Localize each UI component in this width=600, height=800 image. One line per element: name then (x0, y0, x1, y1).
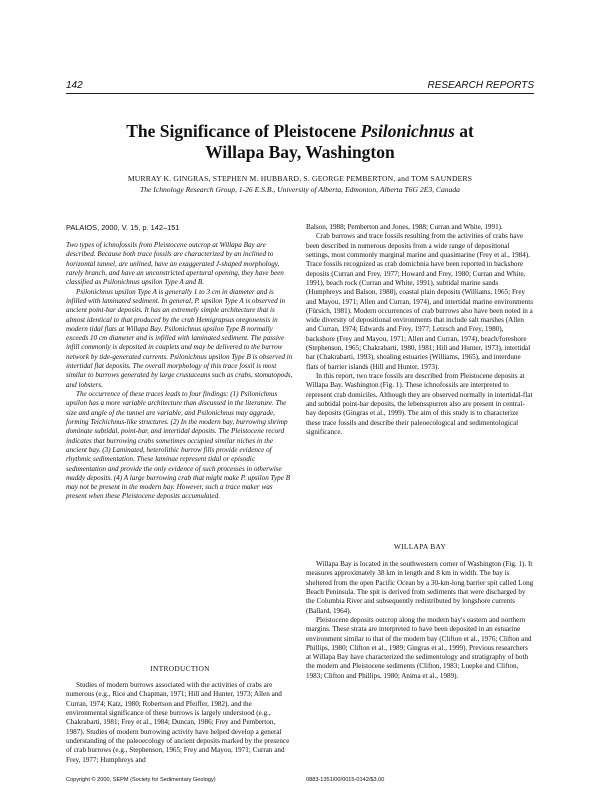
authors: MURRAY K. GINGRAS, STEPHEN M. HUBBARD, S. GEORGE PEMBERTON, and TOM SAUNDERS (127, 174, 473, 183)
page-number: 142 (66, 80, 83, 91)
willapa-bay-body (306, 560, 534, 681)
section-label: RESEARCH REPORTS (427, 80, 534, 91)
introduction-paragraph: Studies of modern burrows associated with the activities of crabs are numerous (e.g., Rice and Chapman, 1971; Hill and Hunter, 1973; Allen and Curran, 1974; Katz, 1980; Robertson and Pfeiffer, 1982), and the environmental significance of these burrows is largely understood (e.g., Chakrabarti, 1981; Frey et al., 1984; Duncan, 1986; Frey and Pemberton, 1987). Studies of modern burrowing activity have helped develop a general understanding of the paleoecology of ancient deposits marked by the presence of crab burrows (e.g., Stephenson, 1965; Frey and Mayou, 1971; Curran and Frey, 1977; Humphreys and (66, 681, 290, 764)
continued-paragraph: Balson, 1988; Pemberton and Jones, 1988; Curran and White, 1991). (306, 223, 503, 231)
article-title (66, 121, 534, 163)
issn-code: 0883-1351/00/0015-0142/$3.00 (306, 777, 385, 783)
title-line1: The Significance of Pleistocene (126, 121, 357, 141)
affiliation: The Ichnology Research Group, 1-26 E.S.B., University of Alberta, Edmonton, Alberta T6G 2E3, Canada (140, 185, 460, 194)
willapa-location-paragraph: Willapa Bay is located in the southwestern corner of Washington (Fig. 1). It measures approximately 38 km in length and 8 km in width. The bay is sheltered from the open Pacific Ocean by a 30-km-long barrier spit called Long Beach Peninsula. The spit is derived from sediments that were discharged by the Columbia River and subsequently redistributed by longshore currents (Ballard, 1964). (306, 560, 534, 615)
willapa-bay-heading: WILLAPA BAY (393, 542, 447, 551)
abstract-paragraph-3: The occurrence of these traces leads to four findings: (1) Psilonichnus upsilon has a more variable architecture than discussed in the literature. The size and angle of the tunnel are variable, and Psilonichnus may aggrade, forming Teichichnus-like structures. (2) In the modern bay, burrowing shrimp dominate subtidal, point-bar, and intertidal deposits. The Pleistocene record indicates that burrowing crabs sometimes occupied similar niches in the ancient bay. (3) Laminated, heterolithic burrow fills provide evidence of rhythmic sedimentation. These laminae represent tidal or episodic sedimentation and provide the only evidence of such processes in otherwise muddy deposits. (4) A large burrowing crab that might make P. upsilon Type B may not be present in the modern bay. However, such a trace maker was present when these Pleistocene deposits accumulated. (66, 390, 291, 501)
title-line2: Willapa Bay, Washington (205, 142, 395, 162)
this-report-paragraph: In this report, two trace fossils are described from Pleistocene deposits at Willapa Bay, Washington (Fig. 1). These ichnofossils are interpreted to represent crab domiciles. Although they are observed normally in intertidal-flat and subtidal point-bar deposits, the lebensspurren also are present in central-bay deposits (Gingras et al., 1999). The aim of this study is to characterize these trace fossils and describe their paleoecological and sedimentological significance. (306, 372, 533, 436)
introduction-heading: INTRODUCTION (150, 664, 210, 673)
pleistocene-deposits-paragraph: Pleistocene deposits outcrop along the modern bay's eastern and northern margins. These strata are interpreted to have been deposited in an estuarine environment similar to that of the modern bay (Clifton et al., 1976; Clifton and Phillips, 1980; Clifton et al., 1989; Gingras et al., 1999). Previous researchers at Willapa Bay have characterized the sedimentology and stratigraphy of both the modern and Pleistocene sediments (Clifton, 1983; Luepke and Clifton, 1983; Clifton and Phillips, 1980; Anima et al., 1989). (306, 615, 532, 680)
crab-burrows-paragraph: Crab burrows and trace fossils resulting from the activities of crabs have been described in numerous deposits from a wide range of depositional settings, most commonly marginal marine and quasimarine (Frey et al., 1984). Trace fossils recognized as crab domichnia have been reported in backshore deposits (Curran and Frey, 1977; Howard and Frey, 1980; Curran and White, 1991), beach rock (Curran and White, 1991), subtidal marine sands (Humphreys and Balson, 1988), coastal plain deposits (Williams, 1965; Frey and Mayou, 1971; Allen and Curran, 1974), and intertidal marine environments (Fürsich, 1981). Modern occurrences of crab burrows also have been noted in a wide diversity of depositional environments that include salt marshes (Allen and Curran, 1974; Edwards and Frey, 1977; Letzsch and Frey, 1980), backshore (Frey and Mayou, 1971; Allen and Curran, 1974), beach/foreshore (Stephenson, 1965; Chakrabarti, 1980, 1981; Hill and Hunter, 1973), intertidal bar (Chakrabarti, 1993), shoaling estuaries (Williams, 1965), and interdune flats of barrier islands (Hill and Hunter, 1973). (306, 232, 534, 371)
abstract-paragraph-2: Psilonichnus upsilon Type A is generally 1 to 3 cm in diameter and is infilled with laminated sediment. In general, P. upsilon Type A is observed in ancient point-bar deposits. It has an extremely simple architecture that is almost identical to that produced by the crab Hemigrapsus oregonensis in modern tidal flats at Willapa Bay. Psilonichnus upsilon Type B normally exceeds 10 cm diameter and is infilled with laminated sediment. The passive infill commonly is deposited in couplets and may be delivered to the burrow network by tide-generated currents. Psilonichnus upsilon Type B is observed in intertidal flat deposits. The overall morphology of this trace fossil is most similar to burrows generated by large crustaceans such as crabs, stomatopods, and lobsters. (66, 287, 293, 389)
introduction-body (66, 681, 294, 765)
title-line1-end: at (459, 121, 474, 141)
title-italic-genus: Psilonichnus (360, 121, 455, 141)
abstract (66, 241, 294, 502)
copyright-notice: Copyright © 2000, SEPM (Society for Sedimentary Geology) (66, 777, 216, 783)
citation: PALAIOS, 2000, V. 15, p. 142–151 (66, 223, 180, 232)
right-column-body (306, 223, 534, 437)
running-head (66, 80, 534, 94)
abstract-paragraph-1: Two types of ichnofossils from Pleistocene outcrop at Willapa Bay are described. Because both trace fossils are characterized by an inclined to horizontal tunnel, are unlined, have an exaggerated J-shaped morphology, rarely branch, and have an unconstricted apertural opening, they have been classified as Psilonichnus upsilon Type A and B. (66, 241, 284, 287)
